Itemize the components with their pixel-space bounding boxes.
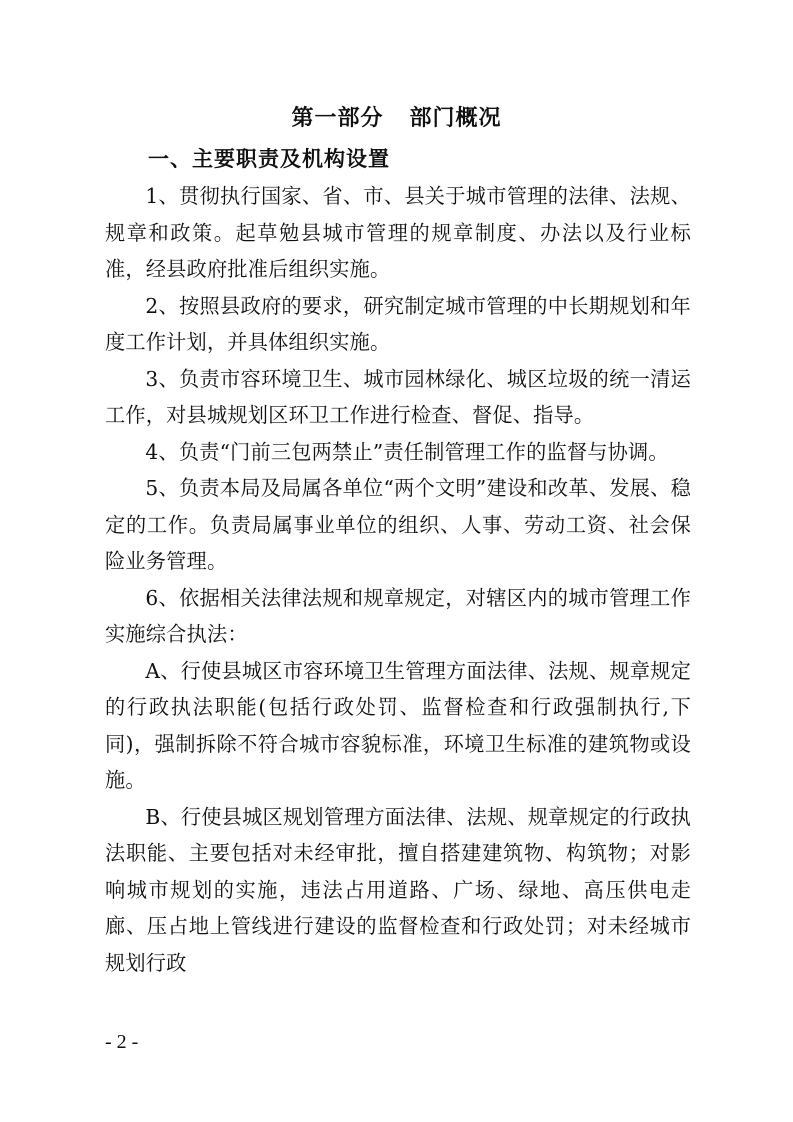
- paragraph-b: B、行使县城区规划管理方面法律、法规、规章规定的行政执法职能、主要包括对未经审批，擅自搭建建筑物、构筑物；对影响城市规划的实施，违法占用道路、广场、绿地、高压供电走廊、压占地上管线进行建设的监督检查和行政处罚；对未经城市规划行政: [105, 804, 691, 975]
- page-number: - 2 -: [105, 1031, 139, 1053]
- part-label: 第一部分: [291, 106, 384, 131]
- paragraph-3: 3、负责市容环境卫生、城市园林绿化、城区垃圾的统一清运工作，对县城规划区环卫工作进行检查、督促、指导。: [105, 366, 691, 427]
- document-title: [0, 104, 793, 134]
- body-text: [105, 178, 691, 981]
- part-name: 部门概况: [409, 106, 502, 131]
- section-heading: 一、主要职责及机构设置: [148, 147, 390, 171]
- paragraph-a: A、行使县城区市容环境卫生管理方面法律、法规、规章规定的行政执法职能(包括行政处罚、监督检查和行政强制执行,下同)，强制拆除不符合城市容貌标准，环境卫生标准的建筑物或设施。: [105, 658, 691, 792]
- paragraph-6: 6、依据相关法律法规和规章规定，对辖区内的城市管理工作实施综合执法：: [105, 585, 691, 646]
- paragraph-5: 5、负责本局及局属各单位“两个文明”建设和改革、发展、稳定的工作。负责局属事业单位的组织、人事、劳动工资、社会保险业务管理。: [105, 476, 691, 573]
- paragraph-4: 4、负责“门前三包两禁止”责任制管理工作的监督与协调。: [145, 439, 669, 464]
- paragraph-2: 2、按照县政府的要求，研究制定城市管理的中长期规划和年度工作计划，并具体组织实施。: [105, 293, 691, 354]
- paragraph-1: 1、贯彻执行国家、省、市、县关于城市管理的法律、法规、规章和政策。起草勉县城市管理的规章制度、办法以及行业标准，经县政府批准后组织实施。: [105, 184, 691, 281]
